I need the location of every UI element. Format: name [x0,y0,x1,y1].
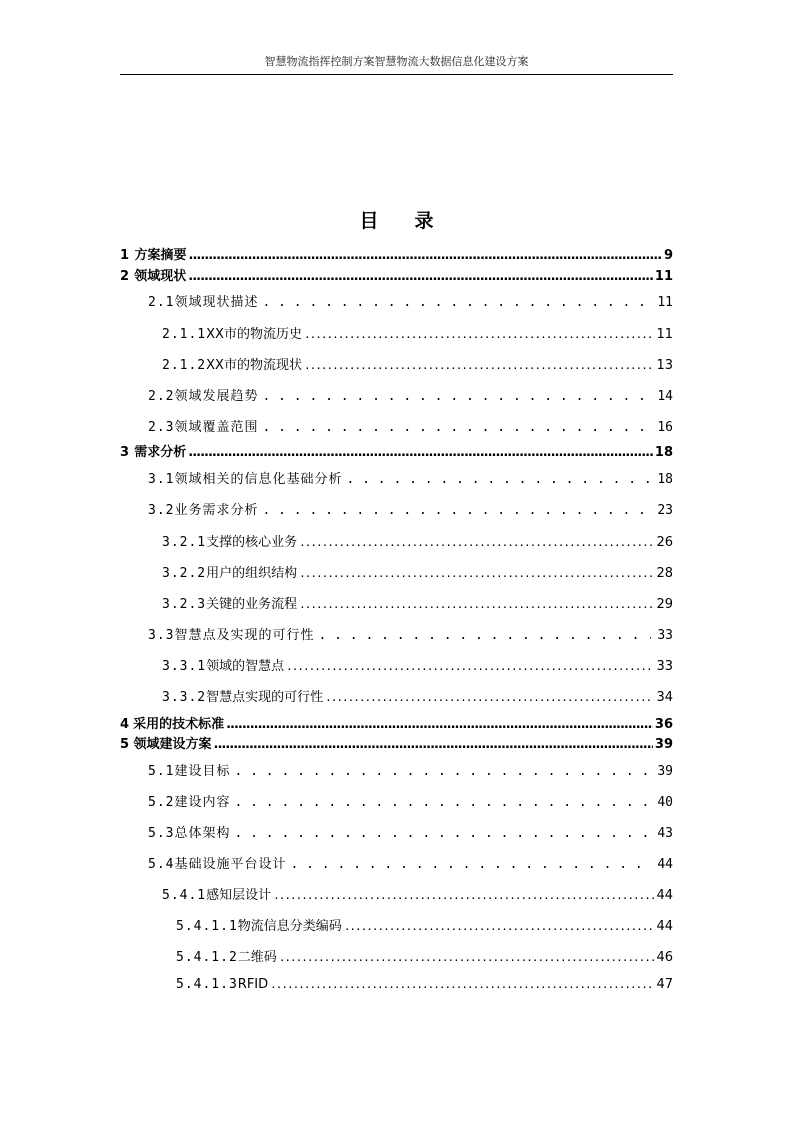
toc-entry-number: 2.2 [148,389,175,404]
toc-entry-page: 16 [657,420,673,435]
dot-leader [270,977,654,992]
toc-entry-page: 39 [657,764,673,779]
toc-entry-3-3-2[interactable] [162,686,673,705]
toc-entry-2-2[interactable] [148,385,673,404]
toc-entry-page: 23 [657,503,673,518]
dot-leader [291,857,652,872]
toc-entry-label: 建设内容 [174,795,231,810]
toc-entry-page: 43 [657,826,673,841]
toc-title-right: 录 [414,210,434,232]
toc-entry-number: 5.4 [148,857,175,872]
toc-entry-4[interactable] [120,713,673,732]
toc-entry-label: 领域建设方案 [133,737,212,752]
toc-entry-label: 领域覆盖范围 [174,420,259,435]
toc-entry-label: RFID [237,977,269,992]
dot-leader [299,566,654,581]
dot-leader [263,503,652,518]
dot-leader [189,248,662,263]
toc-entry-number: 2.3 [148,420,175,435]
toc-entry-number: 3.1 [148,472,175,487]
toc-entry-label: 智慧点实现的可行性 [206,690,324,705]
toc-entry-label: XX市的物流历史 [206,327,302,342]
toc-entry-label: 感知层设计 [206,888,272,903]
toc-entry-label: 二维码 [237,950,277,965]
toc-entry-label: 建设目标 [174,764,231,779]
toc-entry-page: 36 [654,717,673,732]
toc-entry-2[interactable] [120,265,673,284]
toc-entry-page: 34 [656,690,673,705]
toc-entry-label: 基础设施平台设计 [174,857,287,872]
toc-title [0,206,793,233]
dot-leader [214,737,653,752]
toc-entry-3[interactable] [120,441,673,460]
dot-leader [304,358,655,373]
toc-entry-3-2-3[interactable] [162,593,673,612]
toc-entry-number: 5.4.1.3 [176,977,238,992]
toc-entry-number: 3.3.1 [162,659,207,674]
toc-entry-page: 11 [657,295,673,310]
dot-leader [347,472,652,487]
dot-leader [263,295,652,310]
toc-entry-label: 关键的业务流程 [206,597,298,612]
toc-entry-3-2-2[interactable] [162,562,673,581]
toc-entry-5-4-1-2[interactable] [176,946,673,965]
dot-leader [235,795,652,810]
toc-entry-label: 领域的智慧点 [206,659,285,674]
toc-entry-page: 26 [656,535,673,550]
toc-entry-number: 1 [120,248,130,263]
dot-leader [235,764,652,779]
toc-entry-5-4-1-3[interactable] [176,977,673,992]
toc-entry-number: 3.3 [148,628,175,643]
toc-entry-label: 领域现状描述 [174,295,259,310]
dot-leader [235,826,652,841]
toc-entry-label: 采用的技术标准 [133,717,225,732]
toc-entry-page: 33 [656,659,673,674]
dot-leader [273,888,654,903]
toc-entry-page: 9 [663,248,673,263]
toc-entry-number: 3.2 [148,503,175,518]
toc-entry-number: 5 [120,737,130,752]
toc-entry-page: 11 [654,269,673,284]
toc-entry-page: 28 [656,566,673,581]
toc-entry-5-3[interactable] [148,822,673,841]
toc-entry-page: 46 [656,950,673,965]
toc-entry-3-1[interactable] [148,468,673,487]
toc-entry-5-4-1[interactable] [162,884,673,903]
toc-entry-page: 18 [654,445,673,460]
toc-entry-page: 44 [656,919,673,934]
toc-entry-page: 14 [657,389,673,404]
toc-entry-2-1-1[interactable] [162,323,673,342]
toc-entry-page: 18 [657,472,673,487]
toc-entry-5-4-1-1[interactable] [176,915,673,934]
toc-entry-number: 3.2.3 [162,597,207,612]
toc-entry-5-2[interactable] [148,791,673,810]
toc-entry-page: 44 [656,888,673,903]
toc-entry-number: 2.1.2 [162,358,207,373]
toc-entry-number: 5.4.1.1 [176,919,238,934]
toc-entry-label: XX市的物流现状 [206,358,302,373]
toc-entry-5[interactable] [120,733,673,752]
dot-leader [344,919,655,934]
toc-entry-page: 44 [657,857,673,872]
dot-leader [304,327,655,342]
toc-entry-number: 4 [120,717,130,732]
toc-entry-number: 3.2.2 [162,566,207,581]
toc-entry-label: 领域发展趋势 [174,389,259,404]
toc-entry-label: 物流信息分类编码 [237,919,342,934]
toc-entry-3-3-1[interactable] [162,655,673,674]
toc-entry-5-1[interactable] [148,760,673,779]
toc-entry-label: 方案摘要 [134,248,187,263]
toc-entry-3-2-1[interactable] [162,531,673,550]
toc-entry-label: 智慧点及实现的可行性 [174,628,315,643]
toc-entry-number: 3.2.1 [162,535,207,550]
toc-entry-label: 领域相关的信息化基础分析 [174,472,343,487]
toc-entry-label: 总体架构 [174,826,231,841]
toc-entry-2-3[interactable] [148,416,673,435]
toc-entry-page: 29 [656,597,673,612]
toc-entry-2-1-2[interactable] [162,354,673,373]
toc-entry-number: 5.3 [148,826,175,841]
toc-entry-3-2[interactable] [148,499,673,518]
dot-leader [263,389,652,404]
page-header-text: 智慧物流指挥控制方案智慧物流大数据信息化建设方案 [264,55,529,68]
toc-entry-1[interactable] [120,244,673,263]
toc-entry-number: 3 [120,445,130,460]
toc-entry-page: 11 [656,327,673,342]
toc-entry-number: 3.3.2 [162,690,207,705]
toc-entry-label: 用户的组织结构 [206,566,298,581]
toc-entry-page: 40 [657,795,673,810]
toc-entry-number: 5.4.1 [162,888,207,903]
dot-leader [319,628,652,643]
toc-entry-label: 需求分析 [134,445,187,460]
toc-entry-page: 47 [656,977,673,992]
dot-leader [188,445,653,460]
dot-leader [299,597,654,612]
dot-leader [279,950,655,965]
dot-leader [263,420,652,435]
toc-entry-2-1[interactable] [148,291,673,310]
dot-leader [299,535,654,550]
toc-entry-page: 13 [656,358,673,373]
toc-entry-page: 39 [654,737,673,752]
toc-entry-label: 支撑的核心业务 [206,535,298,550]
dot-leader [226,717,653,732]
page-header [120,52,673,75]
toc-entry-number: 2.1.1 [162,327,207,342]
toc-entry-number: 5.1 [148,764,175,779]
toc-entry-3-3[interactable] [148,624,673,643]
toc-entry-page: 33 [657,628,673,643]
toc-title-left: 目 [359,210,379,232]
dot-leader [286,659,654,674]
toc-entry-number: 5.2 [148,795,175,810]
toc-entry-label: 业务需求分析 [174,503,259,518]
toc-entry-number: 2 [120,269,130,284]
toc-entry-5-4[interactable] [148,853,673,872]
dot-leader [325,690,654,705]
toc-entry-label: 领域现状 [134,269,187,284]
dot-leader [188,269,653,284]
toc-entry-number: 2.1 [148,295,175,310]
toc-entry-number: 5.4.1.2 [176,950,238,965]
